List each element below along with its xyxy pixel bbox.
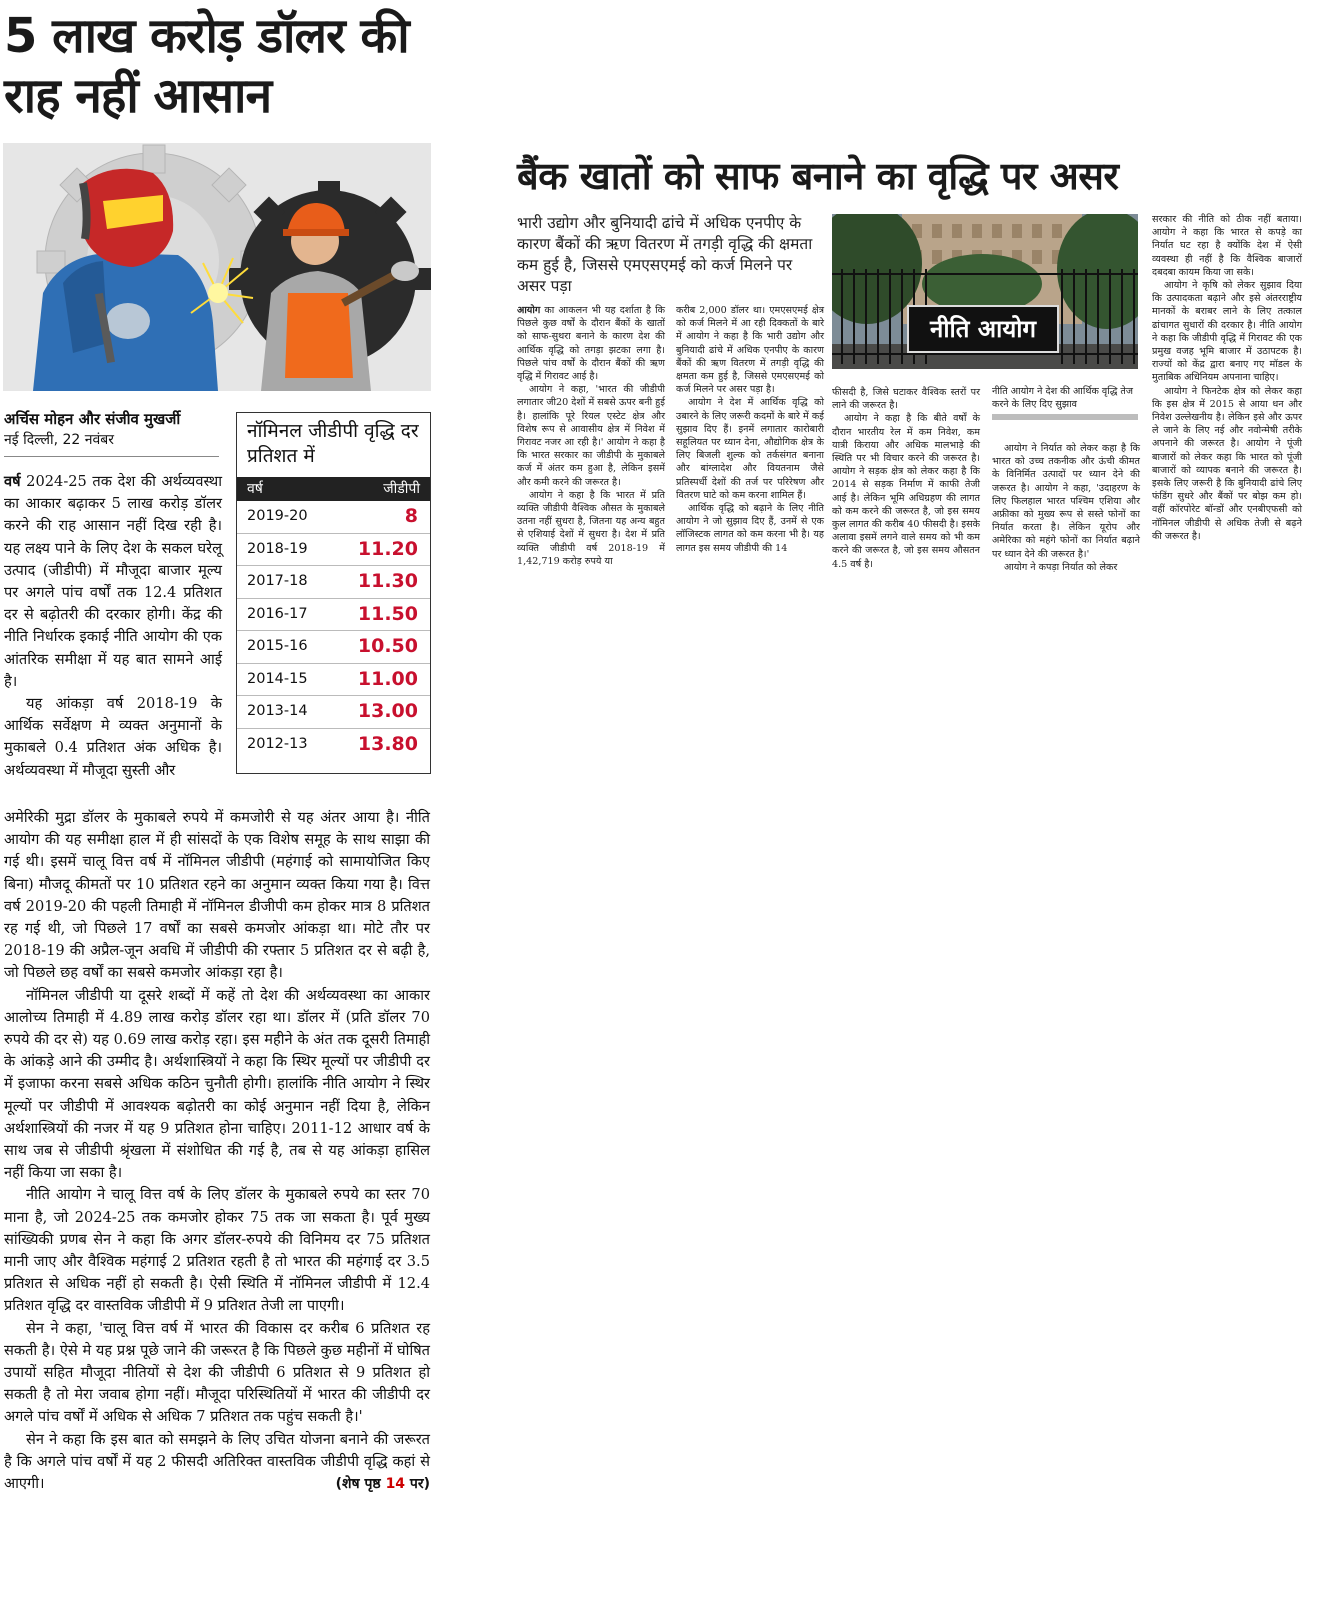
body-paragraph: आयोग ने कहा, 'भारत की जीडीपी लगातार जी20 देशों में सबसे ऊपर बनी हुई है। हालांकि पूरे रियल एस्टेट क्षेत्र और विशेष रूप से आवासीय क्षेत्र में निवेश में गिरावट नजर आ रही है।' आयोग ने कहा है कि भारत सरकार का जीडीपी के मुकाबले कर्ज में अंतर कम हुआ है, लेकिन इसमें और कमी करने की जरूरत है। [517,384,665,488]
gdp-growth-table [236,412,431,774]
body-paragraph: आयोग ने कहा है कि भारत में प्रति व्यक्ति जीडीपी वैश्विक औसत के मुकाबले उतना नहीं सुधरा है, जितना यह अन्य बहुत से एशियाई देशों में सुधरा है। देश में प्रति व्यक्ति जीडीपी वर्ष 2018-19 में 1,42,719 करोड़ रुपये या [517,489,665,567]
byline-authors: अर्चिस मोहन और संजीव मुखर्जी [4,410,181,428]
body-paragraph: आर्थिक वृद्धि को बढ़ाने के लिए नीति आयोग ने जो सुझाव दिए हैं, उनमें से एक लॉजिस्टक लागत को कम करना भी है। यह लागत इस समय जीडीपी की 14 [676,503,824,554]
workers-gear-illustration [3,143,431,391]
body-paragraph: आयोग ने कृषि को लेकर सुझाव दिया कि उत्पादकता बढ़ाने और इसे अंतरराष्ट्रीय मानकों के बराबर लाने के लिए तत्काल ढांचागत सुधारों की दरकार है। नीति आयोग ने कहा कि जीडीपी वृद्धि में गिरावट की एक प्रमुख वजह भूमि बाजार में उठापटक है। राज्यों को केंद्र द्वारा बनाए गए मॉडल के मुताबिक अधिनियम अपनाना चाहिए। [1152,280,1302,384]
body-paragraph: फीसदी है, जिसे घटाकर वैश्विक स्तरों पर लाने की जरूरत है। [832,387,980,412]
body-paragraph: सरकार की नीति को ठीक नहीं बताया। आयोग ने कहा कि भारत से कपड़े का निर्यात घट रहा है क्योंकि देश में ऐसी व्यवस्था ही नहीं है कि वैश्विक बाजारों दबदबा कायम किया जा सके। [1152,214,1302,278]
main-headline: 5 लाख करोड़ डॉलर की राह नहीं आसान [4,8,409,124]
body-paragraph: आयोग ने देश में आर्थिक वृद्धि को उबारने के लिए जरूरी कदमों के बारे में कई सुझाव दिए हैं। इनमें लगातार कारोबारी सहूलियत पर ध्यान देना, औद्योगिक क्षेत्र के लिए बिजली शुल्क को तर्कसंगत बनाना और बांग्लादेश और वियतनाम जैसे प्रतिस्पर्धी देशों की तर्ज पर परिरेषण और वितरण घाटे को कम करना शामिल हैं। [676,397,824,501]
row-value: 8 [404,505,418,527]
row-value: 11.00 [357,667,418,690]
table-row [237,664,430,697]
body-paragraph: आयोग ने कहा है कि बीते वर्षों के दौरान भारतीय रेल में कम निवेश, कम यात्री किराया और अधिक मालभाड़े की स्थिति पर भी विचार करने की जरूरत है। आयोग ने सड़क क्षेत्र को लेकर कहा है कि 2014 से सड़क निर्माण में काफी तेजी आई है। लेकिन भूमि अधिग्रहण की लागत को कम करने की जरूरत है, जो इस समय कुल लागत की करीब 40 फीसदी है। इसके अलावा इसमें लगने वाले समय को भी कम करने की जरूरत है, जो इस समय औसतन 4.5 वर्ष है। [832,413,980,570]
table-title: नॉमिनल जीडीपी वृद्धि दर प्रतिशत में [247,420,419,467]
row-value: 11.20 [357,537,418,560]
table-header [237,477,430,501]
table-row [237,501,430,534]
table-row [237,729,430,761]
body-paragraph: नीति आयोग ने चालू वित्त वर्ष के लिए डॉलर के मुकाबले रुपये का स्तर 70 माना है, जो 2024-25 तक कमजोर होकर 75 तक जा सकता है। पूर्व मुख्य सांख्यिकी प्रणब सेन ने कहा कि अगर डॉलर-रुपये की विनिमय दर 75 प्रतिशत मानी जाए और वैश्विक महंगाई 2 प्रतिशत रहती है तो भारत की महंगाई दर 3.5 प्रतिशत से अधिक नहीं हो सकती है। ऐसी स्थिति में नॉमिनल जीडीपी में 12.4 प्रतिशत वृद्धि दर वास्तविक जीडीपी में 9 प्रतिशत तेजी ला पाएगी। [4,1186,430,1315]
row-year: 2012-13 [247,735,308,752]
table-row [237,566,430,599]
table-row [237,696,430,729]
row-year: 2015-16 [247,638,308,654]
body-paragraph: आयोग का आकलन भी यह दर्शाता है कि पिछले कुछ वर्षों के दौरान बैंकों के खातों को साफ-सुथरा बनाने के कारण देश की आर्थिक वृद्धि को तगड़ा झटका लगा है। पिछले पांच वर्षों के दौरान बैंकों की ऋण वृद्धि में गिरावट आई है। [517,305,665,383]
body-paragraph: आयोग ने फिनटेक क्षेत्र को लेकर कहा कि इस क्षेत्र में 2015 से आया धन और निवेश उल्लेखनीय है। लेकिन इसे और ऊपर ले जाने के लिए नई और नवोन्मेषी तरीके अपनाने की जरूरत है। आयोग ने पूंजी बाजारों को लेकर कहा कि भारत को पूंजी बाजारों को व्यापक बनाने की जरूरत है। इसके लिए जरूरी है कि बुनियादी ढांचे लिए फंडिंग सुधरे और बैंकों पर बोझ कम हो। वहीं कॉरपोरेट बॉन्डों और एनबीएफसी को नॉमिनल जीडीपी से अधिक तेजी से बढ़ने की जरूरत है। [1152,385,1302,542]
row-year: 2013-14 [247,703,308,719]
body-paragraph: आयोग ने कपड़ा निर्यात को लेकर [1004,561,1118,573]
lead-word: आयोग [517,305,541,316]
story2-column-5 [1152,213,1302,543]
row-year: 2018-19 [247,540,308,557]
table-row [237,534,430,567]
photo-sign-text: नीति आयोग [930,315,1036,343]
body-paragraph: आयोग ने निर्यात को लेकर कहा है कि भारत को उच्च तकनीक और ऊंची कीमत के विनिर्मित उत्पादों पर ध्यान देने की जरूरत है। आयोग ने कहा, 'उदाहरण के लिए फिलहाल भारत पश्चिम एशिया और अफ्रीका को मुख्य रूप से सस्ते फोनों का निर्यात करता है। लेकिन यूरोप और अमेरिका को महंगे फोनों का निर्यात बढ़ाने पर ध्यान देने की जरूरत है।' [992,443,1140,560]
story2-column-3 [832,386,980,571]
table-body [237,501,430,760]
caption-bar [992,414,1138,420]
body-paragraph: सेन ने कहा, 'चालू वित्त वर्ष में भारत की विकास दर करीब 6 प्रतिशत रह सकती है। ऐसे मे यह प्रश्न पूछे जाने की जरूरत है कि पिछले कुछ महीनों में घोषित उपायों सहित मौजूदा नीतियों से देश की जीडीपी 6 प्रतिशत से 9 प्रतिशत हो सकती है तो मेरा जवाब होगा नहीं। मौजूदा परिस्थितियों में भारत की जीडीपी दर अगले पांच वर्षों में अधिक से अधिक 7 प्रतिशत तक पहुंच सकती है।' [4,1319,430,1426]
niti-aayog-gate-photo [832,214,1138,369]
byline [4,409,219,450]
body-paragraph: सेन ने कहा कि इस बात को समझने के लिए उचित योजना बनाने की जरूरत है कि अगले पांच वर्षों में यह 2 फीसदी अतिरिक्त वास्तविक जीडीपी वृद्धि कहां से आएगी। (शेष पृष्ठ 14 पर) [4,1429,430,1496]
row-value: 11.30 [357,570,418,592]
row-value: 11.50 [357,602,418,625]
story2-column-4 [992,442,1140,574]
continued-on-page[interactable]: (शेष पृष्ठ 14 पर) [335,1476,430,1493]
row-year: 2016-17 [247,605,308,622]
story-deck: भारी उद्योग और बुनियादी ढांचे में अधिक एनपीए के कारण बैंकों की ऋण वितरण में तगड़ी वृद्धि की क्षमता कम हुई है, जिससे एमएसएमई को कर्ज मिलने पर असर पड़ा [517,214,813,295]
row-value: 13.80 [357,732,418,755]
header-gdp: जीडीपी [383,481,420,497]
story2-column-2 [676,304,824,555]
photo-caption: नीति आयोग ने देश की आर्थिक वृद्धि तेज करने के लिए दिए सुझाव [992,386,1134,410]
row-year: 2019-20 [247,508,308,524]
body-paragraph: यह आंकड़ा वर्ष 2018-19 के आर्थिक सर्वेक्षण मे व्यक्त अनुमानों के मुकाबले 0.4 प्रतिशत अंक अधिक है। अर्थव्यवस्था में मौजूदा सुस्ती और [4,695,222,779]
row-value: 10.50 [357,635,418,657]
row-year: 2014-15 [247,670,308,687]
body-paragraph: अमेरिकी मुद्रा डॉलर के मुकाबले रुपये में कमजोरी से यह अंतर आया है। नीति आयोग की यह समीक्षा हाल में ही सांसदों के एक विशेष समूह के साथ साझा की गई थी। इसमें चालू वित्त वर्ष में नॉमिनल जीडीपी (महंगाई को सामायोजित किए बिना) मौजदू कीमतों पर 10 प्रतिशत रहने का अनुमान व्यक्त किया गया है। वित्त वर्ष 2019-20 की पहली तिमाही में नॉमिनल डीजीपी कम होकर मात्र 8 प्रतिशत रह गई थी, जो पिछले 17 वर्षों का सबसे कमजोर आंकड़ा था। मोटे तौर पर 2018-19 की अप्रैल-जून अवधि में जीडीपी की रफ्तार 5 प्रतिशत दर से बढ़ी है, जो पिछले छह वर्षों का सबसे कमजोर आंकड़ा रहा है। [4,809,430,982]
row-year: 2017-18 [247,573,308,589]
body-paragraph: नॉमिनल जीडीपी या दूसरे शब्दों में कहें तो देश की अर्थव्यवस्था का आकार आलोच्य तिमाही में 4.89 लाख करोड़ डॉलर रहा था। डॉलर में (प्रति डॉलर 70 रुपये की दर से) यह 0.69 लाख करोड़ रहा। इस महीने के अंत तक दूसरी तिमाही के आंकड़े आने की उम्मीद है। अर्थशास्त्रियों ने कहा कि स्थिर मूल्यों पर जीडीपी दर में इजाफा करना सबसे अधिक कठिन चुनौती होगी। हालांकि नीति आयोग ने स्थिर मूल्यों पर जीडीपी में आवश्यक बढ़ोतरी का कोई अनुमान नहीं दिया है, लेकिन अर्थशास्त्रियों की नजर में यह 9 प्रतिशत होना चाहिए। 2011-12 आधार वर्ष के साथ जब से जीडीपी श्रृंखला में संशोधित की गई है, तब से यह आंकड़ा हासिल नहीं किया जा सका है। [4,986,430,1182]
byline-dateline: नई दिल्ली, 22 नवंबर [4,432,115,448]
header-year: वर्ष [247,481,263,497]
byline-divider [4,456,219,457]
lead-paragraph: वर्ष 2024-25 तक देश की अर्थव्यवस्था का आकार बढ़ाकर 5 लाख करोड़ डॉलर करने की राह आसान नहीं दिख रही है। यह लक्ष्य पाने के लिए देश के सकल घरेलू उत्पाद (जीडीपी) में मौजूदा बाजार मूल्य पर अगले पांच वर्षों तक 12.4 प्रतिशत दर से बढ़ोतरी की दरकार होगी। केंद्र की नीति निर्धारक इकाई नीति आयोग की एक आंतरिक समीक्षा में यह बात सामने आई है। [4,473,222,690]
row-value: 13.00 [357,700,418,722]
table-row [237,631,430,664]
lead-word: वर्ष [4,473,21,490]
body-paragraph: करीब 2,000 डॉलर था। एमएसएमई क्षेत्र को कर्ज मिलने में आ रही दिक्कतों के बारे में आयोग ने कहा है कि भारी उद्योग और बुनियादी ढांचे में अधिक एनपीए के कारण बैंकों की ऋण वितरण में तगड़ी वृद्धि की क्षमता कम हुई है, जिससे एमएसएमई को कर्ज मिलने पर असर पड़ा है। [676,305,824,396]
table-row [237,599,430,632]
story-body-wide [4,807,430,1495]
story2-column-1 [517,304,665,568]
second-headline: बैंक खातों को साफ बनाने का वृद्धि पर असर [517,154,1119,198]
story-body-narrow [4,471,222,782]
